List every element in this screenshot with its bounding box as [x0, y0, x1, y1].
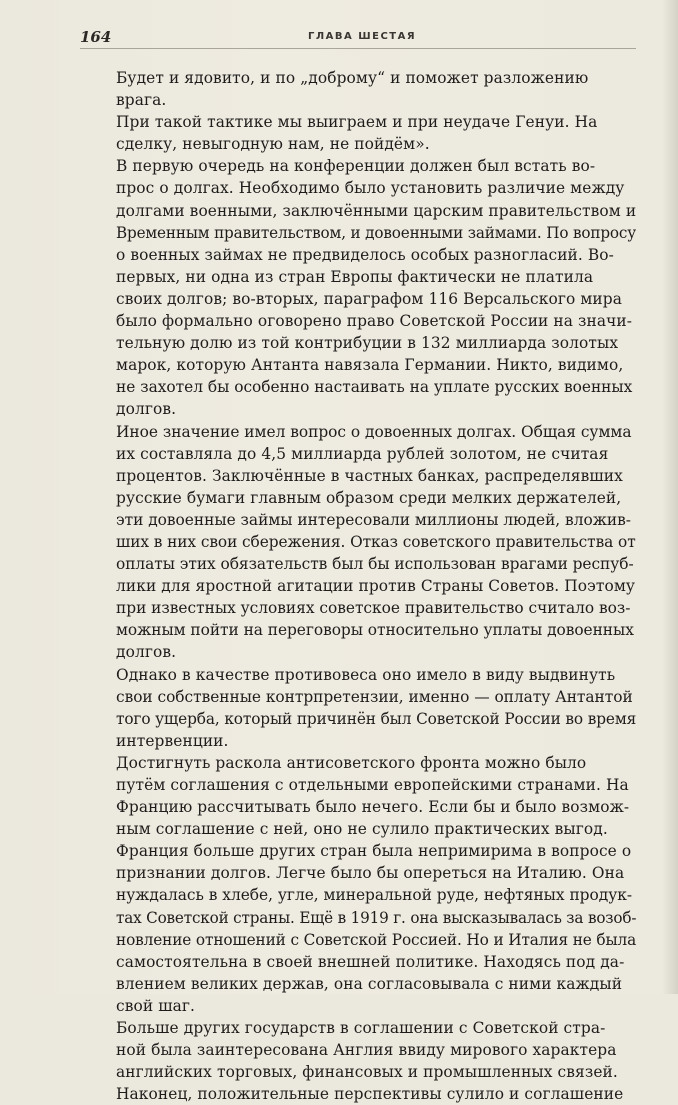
text-line: Иное значение имел вопрос о довоенных долгах. Общая сумма [116, 422, 632, 441]
text-line: Будет и ядовито, и по „доброму“ и поможет разложению [116, 69, 589, 87]
text-line: свой шаг. [116, 996, 196, 1015]
paragraph [116, 67, 636, 111]
text-line: В первую очередь на конференции должен был встать во- [116, 157, 596, 176]
text-line: Достигнуть раскола антисоветского фронта можно было [116, 753, 587, 772]
text-line: русские бумаги главным образом среди мелких держателей, [116, 488, 622, 507]
text-line: лики для яростной агитации против Страны Советов. Поэтому [116, 577, 636, 596]
paragraph [116, 155, 636, 420]
text-line: свои собственные контрпретензии, именно — оплату Антантой [116, 687, 633, 706]
paragraph [116, 1017, 636, 1105]
text-line: путём соглашения с отдельными европейскими странами. На [116, 776, 629, 794]
text-line: Однако в качестве противовеса оно имело в виду выдвинуть [116, 665, 616, 684]
text-line: ным соглашение с ней, оно не сулило практических выгод. [116, 820, 608, 839]
text-line: интервенции. [116, 731, 229, 750]
text-line: прос о долгах. Необходимо было установить различие между [116, 179, 625, 198]
text-line: их составляла до 4,5 миллиарда рублей золотом, не считая [116, 444, 609, 463]
text-line: оплаты этих обязательств был бы использован врагами респуб- [116, 555, 634, 574]
text-line: Временным правительством, и довоенными займами. По вопросу [116, 223, 637, 242]
text-line: эти довоенные займы интересовали миллионы людей, вложив- [116, 510, 631, 529]
text-line: можным пойти на переговоры относительно уплаты довоенных [116, 621, 634, 640]
text-line: тельную долю из той контрибуции в 132 миллиарда золотых [116, 334, 619, 353]
page-edge-shadow [662, 0, 678, 994]
paragraph [116, 664, 636, 752]
text-line: не захотел бы особенно настаивать на уплате русских военных [116, 378, 633, 397]
text-line: ной была заинтересована Англия ввиду мирового характера [116, 1041, 617, 1060]
text-line: при известных условиях советское правительство считало воз- [116, 599, 631, 618]
paragraph [116, 421, 636, 664]
text-line: влением великих держав, она согласовывала с ними каждый [116, 974, 623, 993]
text-line: Францию рассчитывать было нечего. Если бы и было возмож- [116, 798, 630, 817]
text-line: Франция больше других стран была непримирима в вопросе о [116, 842, 632, 861]
paragraph [116, 111, 636, 155]
text-line: своих долгов; во-вторых, параграфом 116 Версальского мира [116, 289, 623, 308]
text-line: сделку, невыгодную нам, не пойдём». [116, 135, 430, 154]
text-line: процентов. Заключённые в частных банках, распределявших [116, 466, 623, 485]
text-line: Наконец, положительные перспективы сулило и соглашение [116, 1085, 624, 1104]
text-line: При такой тактике мы выиграем и при неудаче Генуи. На [116, 113, 598, 132]
text-line: долгов. [116, 400, 177, 419]
text-line: марок, которую Антанта навязала Германии. Никто, видимо, [116, 356, 624, 375]
header-rule [80, 48, 636, 49]
running-head: ГЛАВА ШЕСТАЯ [308, 31, 417, 42]
text-line: долгами военными, заключёнными царским правительством и [116, 201, 637, 220]
text-line: новление отношений с Советской Россией. Но и Италия не была [116, 930, 637, 949]
text-line: самостоятельна в своей внешней политике. Находясь под да- [116, 952, 625, 971]
text-line: тах Советской страны. Ещё в 1919 г. она высказывалась за возоб- [116, 908, 637, 927]
text-line: нуждалась в хлебе, угле, минеральной руде, нефтяных продук- [116, 886, 633, 905]
text-line: врага. [116, 91, 167, 110]
text-line: было формально оговорено право Советской России на значи- [116, 312, 633, 331]
paragraph [116, 752, 636, 1017]
text-line: того ущерба, который причинён был Советской России во время [116, 709, 637, 728]
body-text [116, 67, 636, 1105]
text-line: признании долгов. Легче было бы опереться на Италию. Она [116, 864, 625, 883]
text-line: первых, ни одна из стран Европы фактически не платила [116, 267, 594, 286]
text-line: ших в них свои сбережения. Отказ советского правительства от [116, 532, 636, 551]
page-number: 164 [80, 28, 112, 46]
text-line: Больше других государств в соглашении с Советской стра- [116, 1019, 606, 1038]
text-line: долгов. [116, 643, 177, 662]
page-header [80, 28, 636, 48]
text-line: о военных займах не предвиделось особых разногласий. Во- [116, 245, 614, 264]
text-line: английских торговых, финансовых и промышленных связей. [116, 1063, 618, 1082]
